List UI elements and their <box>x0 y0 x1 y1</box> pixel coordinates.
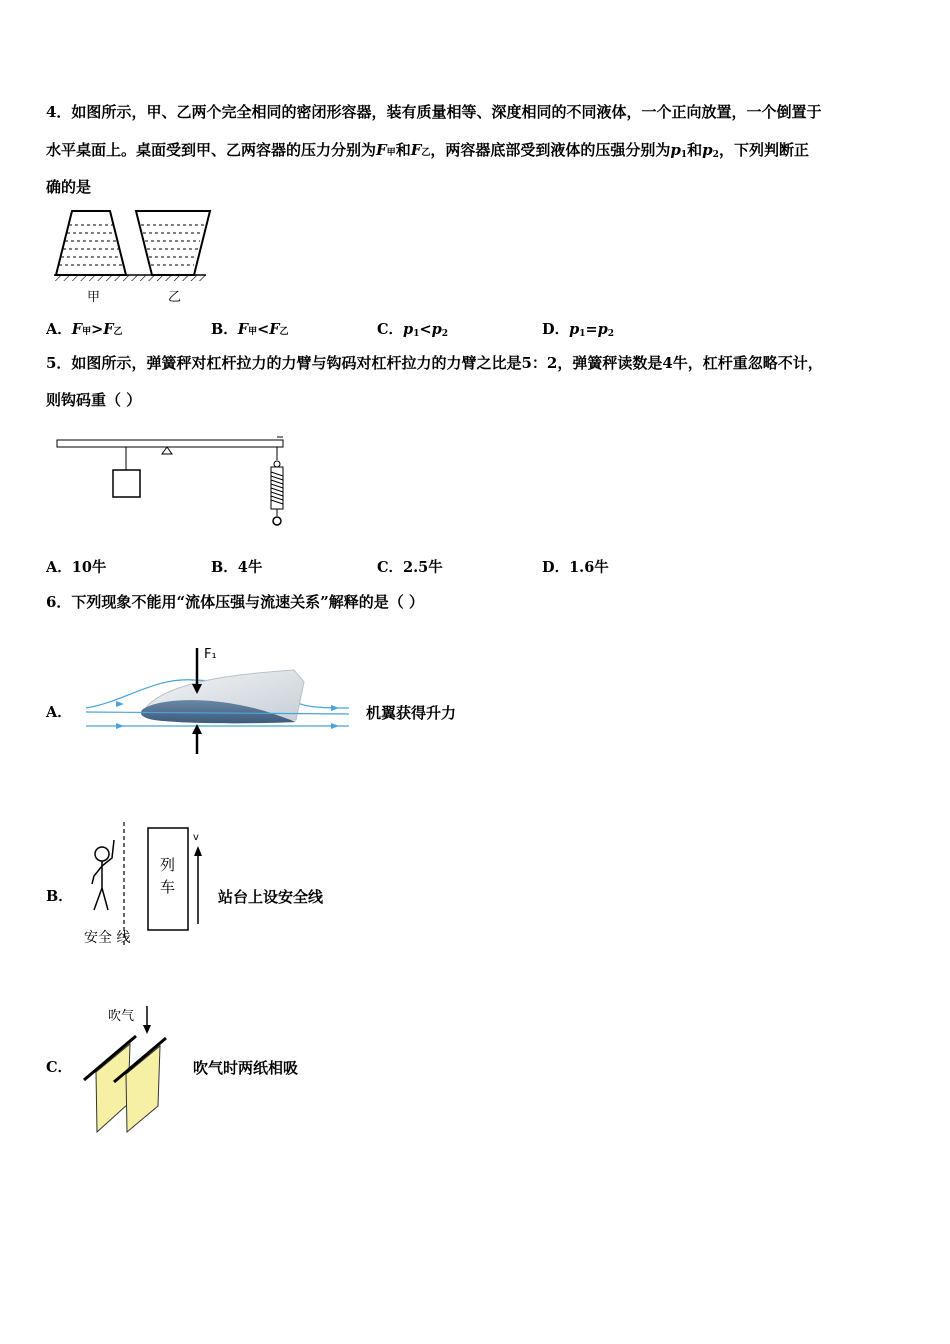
force-f1-label: F₁ <box>204 647 217 662</box>
q4-option-a[interactable]: A．F甲>F乙 <box>46 321 123 338</box>
fulcrum <box>162 447 172 454</box>
q6-wing-figure <box>84 642 354 760</box>
fig-label-yi: 乙 <box>168 290 182 305</box>
q4-containers-figure <box>46 205 216 305</box>
q4-option-d[interactable]: D．$p_1=p_2$ <box>542 321 615 339</box>
person-figure <box>92 840 114 910</box>
safety-line-label: 安全 线 <box>84 930 131 946</box>
spring-scale <box>271 437 283 525</box>
velocity-label: v <box>193 832 199 843</box>
q6-stem-line1: 6．下列现象不能用“流体压强与流速关系”解释的是（ ） <box>46 593 424 611</box>
fig-label-jia: 甲 <box>87 290 101 305</box>
container-yi <box>136 211 210 275</box>
q6-option-c-letter[interactable]: C． <box>46 1059 73 1076</box>
q4-stem-line1: 4．如图所示，甲、乙两个完全相同的密闭形容器，装有质量相等、深度相同的不同液体，一个正向放置，一个倒置于 <box>46 103 822 121</box>
q4-stem-line3: 确的是 <box>46 178 92 196</box>
q5-lever-figure <box>56 432 291 532</box>
q5-stem-line2: 则钩码重（ ） <box>46 391 142 409</box>
q6-option-b-letter[interactable]: B． <box>46 888 73 905</box>
q6-option-a-letter[interactable]: A． <box>46 704 72 721</box>
train-label-1: 列 <box>160 856 176 874</box>
container-jia <box>56 211 126 275</box>
q5-option-b[interactable]: B．4牛 <box>211 559 263 576</box>
q6-platform-figure <box>80 820 210 950</box>
q5-option-d[interactable]: D．1.6牛 <box>542 559 609 576</box>
hook-weight <box>113 470 140 497</box>
q6-option-b-text: 站台上设安全线 <box>218 888 324 906</box>
q6-option-c-text: 吹气时两纸相吸 <box>193 1059 299 1077</box>
blow-label: 吹气 <box>108 1009 135 1024</box>
q5-stem-line1: 5．如图所示，弹簧秤对杠杆拉力的力臂与钩码对杠杆拉力的力臂之比是5：2，弹簧秤读数是4牛，杠杆重忽略不计， <box>46 354 823 372</box>
q4-option-b[interactable]: B．F甲<F乙 <box>211 321 289 338</box>
train-label-2: 车 <box>160 878 176 896</box>
q6-option-a-text: 机翼获得升力 <box>366 704 457 722</box>
q4-stem-line2: 水平桌面上。桌面受到甲、乙两容器的压力分别为F甲和F乙，两容器底部受到液体的压强分别为$p_1$和$p_2$，下列判断正 <box>46 141 809 160</box>
q6-paper-figure <box>78 1002 178 1138</box>
q5-option-c[interactable]: C．2.5牛 <box>377 559 443 576</box>
q4-option-c[interactable]: C．$p_1<p_2$ <box>377 321 449 339</box>
q5-option-a[interactable]: A．10牛 <box>46 559 107 576</box>
